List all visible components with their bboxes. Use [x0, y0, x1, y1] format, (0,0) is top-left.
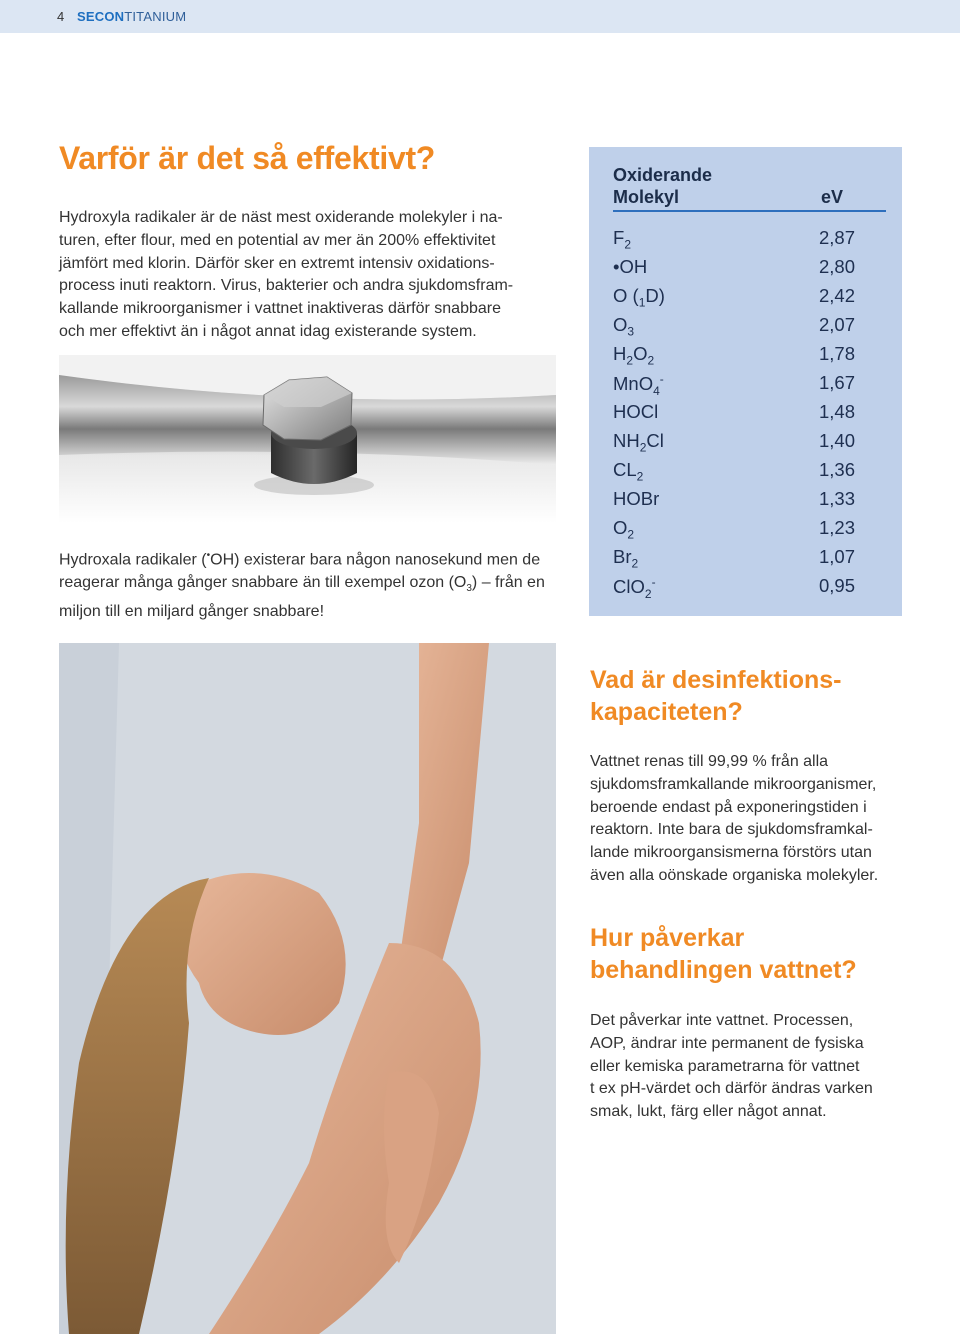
ev-cell: 0,95: [818, 575, 855, 596]
table-header-molecule: [613, 164, 712, 208]
table-row: [613, 314, 855, 343]
text-line: process inuti reaktorn. Virus, bakterier och andra sjukdomsfram-: [59, 277, 514, 295]
molecule-cell: $CL_2$: [613, 459, 644, 484]
title-line: Hur påverkar: [590, 924, 745, 952]
caption-part: Hydroxala radikaler (: [59, 551, 207, 569]
header-divider: [613, 210, 886, 212]
reactor-photo: [59, 355, 556, 523]
caption-part: OH) existerar bara någon nanosekund men de reagerar många gånger snabbare än till exempel ozon (O: [59, 551, 541, 592]
brand-bold: SECON: [77, 9, 125, 24]
molecule-cell: MnO$_4$-: [613, 372, 664, 398]
ev-cell: 1,67: [818, 372, 855, 393]
subscript: 3: [466, 583, 472, 595]
ev-cell: 1,07: [818, 546, 855, 567]
table-row: [613, 372, 855, 401]
molecule-cell: HOCl: [613, 401, 659, 422]
text-line: Hydroxyla radikaler är de näst mest oxiderande molekyler i na-: [59, 209, 503, 226]
brand-rest: TITANIUM: [124, 9, 187, 24]
table-row: [613, 285, 855, 314]
table-row: [613, 488, 855, 517]
molecule-cell: $F_2$: [613, 227, 631, 252]
table-row: [613, 401, 855, 430]
oxidation-table: [589, 147, 902, 616]
ev-cell: 2,07: [818, 314, 855, 335]
ev-cell: 1,33: [818, 488, 855, 509]
title-line: behandlingen vattnet?: [590, 956, 857, 984]
section-title-effective: Varför är det så effektivt?: [59, 140, 436, 176]
ev-cell: 2,80: [818, 256, 855, 277]
table-row: [613, 459, 855, 488]
molecule-cell: $NH_2Cl$: [613, 430, 664, 455]
section-title-capacity: [590, 664, 841, 728]
table-row: [613, 517, 855, 546]
molecule-cell: •OH: [613, 256, 648, 277]
ev-cell: 1,23: [818, 517, 855, 538]
caption-part: ) – från en miljon till en miljard gånger snabbare!: [59, 574, 545, 621]
ev-cell: 2,87: [818, 227, 855, 248]
table-header-ev: eV: [821, 187, 844, 207]
brand-logo: [77, 9, 186, 24]
shower-photo: [59, 643, 556, 1334]
ev-cell: 2,42: [818, 285, 855, 306]
section-title-water-effect: [590, 922, 857, 986]
text-line: kallande mikroorganismer i vattnet inaktiveras därför snabbare: [59, 300, 501, 318]
text-line: turen, efter flour, med en potential av mer än 200% effektivitet: [59, 231, 496, 249]
intro-paragraph: [59, 207, 549, 344]
text-line: och mer effektivt än i något annat idag existerande system.: [59, 322, 477, 340]
water-effect-paragraph: [590, 1010, 920, 1124]
header-line: Molekyl: [613, 187, 680, 207]
table-row: [613, 546, 855, 575]
molecule-cell: ClO$_2$-: [613, 575, 656, 601]
table-row: [613, 430, 855, 459]
table-row: [613, 343, 855, 372]
capacity-paragraph: [590, 751, 920, 888]
molecule-cell: $O_2$: [613, 517, 635, 542]
molecule-cell: $O_3$: [613, 314, 635, 339]
header-line: Oxiderande: [613, 165, 713, 185]
text-line: t ex pH-värdet och därför ändras varken: [590, 1080, 873, 1098]
table-row: [613, 227, 855, 256]
table-row: [613, 256, 855, 285]
ev-cell: 1,36: [818, 459, 855, 480]
text-line: även alla oönskade organiska molekyler.: [590, 866, 879, 884]
text-line: Vattnet renas till 99,99 % från alla: [590, 753, 829, 770]
page-number: 4: [57, 9, 65, 24]
title-line: kapaciteten?: [590, 698, 743, 726]
text-line: reaktorn. Inte bara de sjukdomsframkal-: [590, 821, 873, 839]
ev-cell: 1,40: [818, 430, 855, 451]
text-line: eller kemiska parametrarna för vattnet: [590, 1057, 860, 1075]
ev-cell: 1,78: [818, 343, 855, 364]
text-line: Det påverkar inte vattnet. Processen,: [590, 1012, 854, 1029]
radical-dot: •: [206, 550, 211, 561]
ev-cell: 1,48: [818, 401, 855, 422]
molecule-cell: $Br_2$: [613, 546, 639, 571]
text-line: lande mikroorgansismerna förstörs utan: [590, 844, 872, 862]
molecule-cell: $H_2O_2$: [613, 343, 655, 368]
title-line: Vad är desinfektions-: [590, 666, 842, 694]
text-line: jämfört med klorin. Därför sker en extremt intensiv oxidations-: [59, 254, 495, 272]
text-line: AOP, ändrar inte permanent de fysiska: [590, 1034, 864, 1052]
text-line: sjukdomsframkallande mikroorganismer,: [590, 775, 877, 793]
table-row: [613, 575, 855, 604]
molecule-cell: HOBr: [613, 488, 660, 509]
text-line: smak, lukt, färg eller något annat.: [590, 1103, 827, 1121]
molecule-cell: O $(_1D)$: [613, 285, 665, 310]
caption-hydroxyl: [59, 545, 559, 624]
text-line: beroende endast på exponeringstiden i: [590, 798, 867, 816]
